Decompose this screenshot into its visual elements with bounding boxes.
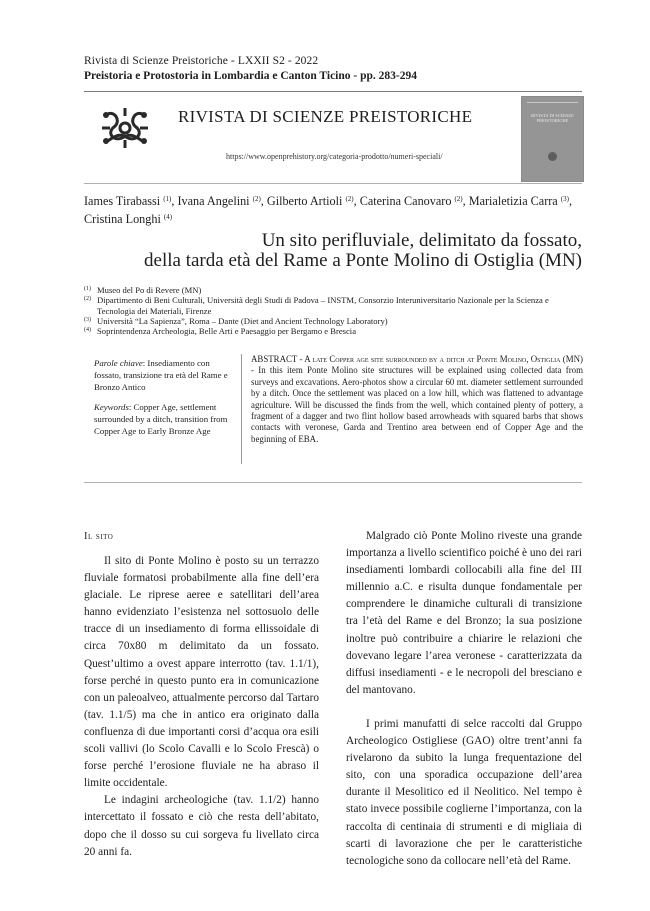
author-name: Cristina Longhi — [84, 211, 161, 226]
keywords-italian-label: Parole chiave — [94, 358, 143, 368]
affiliation-list — [84, 285, 582, 336]
author-affiliation-mark: (4) — [163, 212, 173, 221]
abstract — [251, 354, 583, 445]
author-name: Ivana Angelini — [177, 194, 250, 208]
affiliation-item — [84, 316, 582, 326]
volume-section-line: Preistoria e Protostoria in Lombardia e Canton Ticino - pp. 283-294 — [84, 70, 417, 82]
affiliation-item — [84, 295, 582, 316]
abstract-body: - In this item Ponte Molino site structures will be explained using collected data from surveys and excavations. Aero-photos show a circular 60 mt. diameter settlement surrounded by a ditch. Once the settlement was placed on a low hill, which was flattened to advantage agriculture. Will be discussed the finds from the well, which contained plenty of pottery, a fragment of a dagger and two flint hollow based arrowheads with squared barbs that shows contacts with veronese, Garda and Trentino area between end of Copper Age and the beginning of EBA. — [251, 365, 583, 444]
paragraph: Malgrado ciò Ponte Molino riveste una grande importanza a livello scientifico poiché è uno dei rari insediamenti lombardi collocabili alla fine del III millennio a.C. e risulta dunque fondamentale per comprendere le dinamiche culturali di transizione tra l’età del Rame e del Bronzo; la sua posizione inoltre può contribuire a chiarire le relazioni che dovevano legare l’area veronese - caratterizzata da diffusi insediamenti - e le necropoli del bresciano e del mantovano. — [346, 530, 582, 696]
affiliation-item — [84, 326, 582, 336]
journal-issue-line: Rivista di Scienze Preistoriche - LXXII S2 - 2022 — [84, 55, 319, 67]
article-title-line-1: Un sito perifluviale, delimitato da fossato, — [261, 230, 582, 251]
section-heading: Il sito — [84, 531, 114, 542]
abstract-heading: ABSTRACT - A late Copper age site surrounded by a ditch at Ponte Molino, Ostiglia (MN) — [251, 354, 583, 364]
keywords-english — [94, 401, 232, 437]
right-column — [346, 528, 582, 870]
cover-title: RIVISTA DI SCIENZE PREISTORICHE — [531, 113, 574, 123]
abstract-divider — [241, 354, 242, 464]
cover-emblem-icon — [548, 152, 557, 161]
knot-ornament-icon — [100, 107, 150, 149]
cover-rule — [527, 102, 578, 103]
affiliation-text: Museo del Po di Revere (MN) — [97, 285, 202, 295]
author-name: Gilberto Artioli — [266, 194, 343, 208]
article-title — [102, 231, 582, 271]
journal-url[interactable]: https://www.openprehistory.org/categoria-prodotto/numeri-speciali/ — [226, 152, 443, 161]
keywords-italian — [94, 357, 232, 393]
affiliation-text: Soprintendenza Archeologia, Belle Arti e Paesaggio per Bergamo e Brescia — [97, 326, 357, 337]
author-name: Marialetizia Carra — [468, 194, 558, 208]
author-name: Iames Tirabassi — [84, 194, 161, 208]
author-name: Caterina Canovaro — [359, 194, 452, 208]
keywords-italian-text: : Insediamento con fossato, transizione tra età del Rame e Bronzo Antico — [94, 358, 228, 392]
keywords-box — [94, 357, 232, 445]
left-column — [84, 553, 319, 861]
affiliation-text: Università “La Sapienza”, Roma – Dante (Diet and Ancient Technology Laboratory) — [97, 315, 388, 326]
affiliation-number: (3) — [84, 316, 91, 323]
keywords-english-label: Keywords — [94, 402, 129, 412]
author-affiliation-mark: (3) — [560, 195, 569, 203]
affiliation-item — [84, 285, 582, 295]
journal-cover-thumbnail — [521, 96, 584, 182]
affiliation-number: (4) — [84, 327, 91, 334]
abstract-bottom-divider — [84, 482, 582, 483]
author-affiliation-mark: (1) — [163, 195, 172, 203]
journal-masthead-title: RIVISTA DI SCIENZE PREISTORICHE — [178, 107, 473, 126]
author-affiliation-mark: (2) — [252, 195, 261, 203]
affiliation-number: (1) — [84, 286, 91, 292]
keywords-english-text: : Copper Age, settlement surrounded by a ditch, transition from Copper Age to Early Bronze Age — [94, 402, 228, 436]
affiliation-text: Dipartimento di Beni Culturali, Università degli Studi di Padova – INSTM, Consorzio Interuniversitario Nazionale per la Scienza e Tecnologia dei Materiali, Firenze — [97, 295, 549, 316]
paragraph: Le indagini archeologiche (tav. 1.1/2) hanno intercettato il fossato e ciò che resta dell’abitato, dopo che il dosso su cui sorgeva fu livellato circa 20 anni fa. — [84, 794, 319, 858]
masthead-divider — [84, 183, 582, 184]
author-affiliation-mark: (2) — [345, 195, 354, 203]
paragraph: Il sito di Ponte Molino è posto su un terrazzo fluviale formatosi probabilmente alla fine dell’era glaciale. Le riprese aeree e satellitari dell’area hanno evidenziato l’esistenza nel sottosuolo delle tracce di un insediamento di forma ellissoidale di circa 70x80 m delimitato da un fossato. Quest’ultimo a ovest appare interrotto (tav. 1.1/1), forse perché in questo punto era in comunicazione con un paleoalveo, attualmente percorso dal Tartaro (tav. 1.1/5) ma che in antico era originato dalla confluenza di due importanti corsi d’acqua ora esili scoli vallivi (lo Scolo Cavalli e lo Scolo Frescà) o forse perché l’erosione fluviale ne ha abraso il limite occidentale. — [84, 555, 319, 790]
affiliation-number: (2) — [84, 296, 91, 303]
author-list: Iames Tirabassi $^{(1)}$, Ivana Angelini $^{(2)}$, Gilberto Artioli $^{(2)}$, Caterina Canovaro $^{(2)}$, Marialetizia Carra $^{(3)}$, Cristina Longhi $^{(4)}$ — [84, 194, 572, 226]
author-affiliation-mark: (2) — [454, 195, 463, 203]
header-divider — [84, 91, 582, 92]
paragraph: I primi manufatti di selce raccolti dal Gruppo Archeologico Ostigliese (GAO) oltre trent’anni fa rivelarono da subito la lunga frequentazione del sito, con una sporadica occupazione dell’area durante il Mesolitico ed il Neolitico. Nel tempo è stato invece possibile coglierne l’importanza, con la raccolta di centinaia di strumenti e di migliaia di scarti di lavorazione che per le caratteristiche tecnologiche sono da collocare nell’età del Rame. — [346, 717, 582, 867]
article-title-line-2: della tarda età del Rame a Ponte Molino di Ostiglia (MN) — [144, 250, 582, 271]
